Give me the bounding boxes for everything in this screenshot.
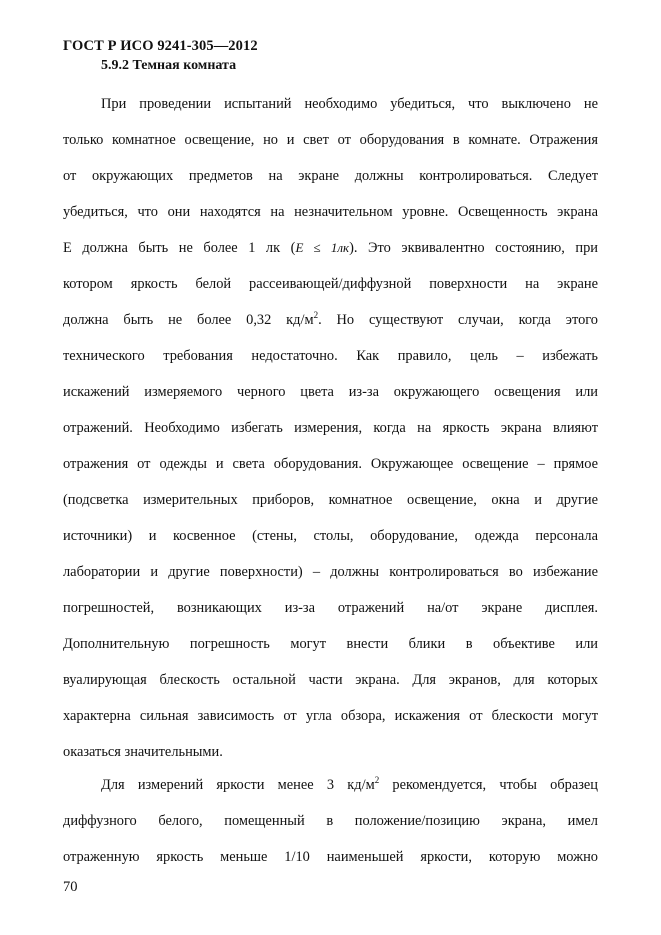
page-number: 70 <box>63 879 78 895</box>
text-line: Дополнительную погрешность могут внести блики в объективе или <box>63 636 598 652</box>
text-line: от окружающих предметов на экране должны контролироваться. Следует <box>63 168 598 184</box>
paragraph-1 <box>63 86 598 770</box>
text-line: отраженную яркость меньше 1/10 наименьшей яркости, которую можно <box>63 849 598 865</box>
paragraph-2 <box>63 767 598 875</box>
text-line: отражения от одежды и света оборудования. Окружающее освещение – прямое <box>63 456 598 472</box>
text-line: только комнатное освещение, но и свет от оборудования в комнате. Отражения <box>63 132 598 148</box>
text-segment: должна быть не более 0,32 кд/м <box>63 312 314 328</box>
text-line: убедиться, что они находятся на незначительном уровне. Освещенность экрана <box>63 204 598 220</box>
text-line-with-superscript <box>63 767 598 803</box>
text-segment: . Но существуют случаи, когда этого <box>318 312 599 328</box>
text-segment: Для измерений яркости менее 3 кд/м <box>101 777 375 793</box>
text-line: диффузного белого, помещенный в положение/позицию экрана, имел <box>63 813 598 829</box>
text-line: технического требования недостаточно. Как правило, цель – избежать <box>63 348 598 364</box>
text-line: вуалирующая блескость остальной части экрана. Для экранов, для которых <box>63 672 598 688</box>
document-header: ГОСТ Р ИСО 9241-305—2012 <box>63 38 258 54</box>
text-line: (подсветка измерительных приборов, комнатное освещение, окна и другие <box>63 492 598 508</box>
text-line: котором яркость белой рассеивающей/диффузной поверхности на экране <box>63 276 598 292</box>
text-line: оказаться значительными. <box>63 744 223 760</box>
text-line: характерна сильная зависимость от угла обзора, искажения от блескости могут <box>63 708 598 724</box>
text-line: При проведении испытаний необходимо убедиться, что выключено не <box>101 96 598 112</box>
section-title: 5.9.2 Темная комната <box>101 58 237 73</box>
illuminance-formula: E ≤ 1лк <box>295 240 350 255</box>
text-line: отражений. Необходимо избегать измерения, когда на яркость экрана влияют <box>63 420 598 436</box>
text-line-with-superscript <box>63 302 598 338</box>
text-line-with-formula <box>63 230 598 266</box>
text-segment: рекомендуется, чтобы образец <box>379 777 598 793</box>
text-line: источники) и косвенное (стены, столы, оборудование, одежда персонала <box>63 528 598 544</box>
text-line: лаборатории и другие поверхности) – должны контролироваться во избежание <box>63 564 598 580</box>
superscript: 2 <box>374 775 380 785</box>
text-line: погрешностей, возникающих из-за отражений на/от экране дисплея. <box>63 600 598 616</box>
text-segment: ). Это эквивалентно состоянию, при <box>349 240 599 256</box>
superscript: 2 <box>313 310 319 320</box>
text-segment: E должна быть не более 1 лк ( <box>63 240 296 256</box>
text-line: искажений измеряемого черного цвета из-за окружающего освещения или <box>63 384 598 400</box>
